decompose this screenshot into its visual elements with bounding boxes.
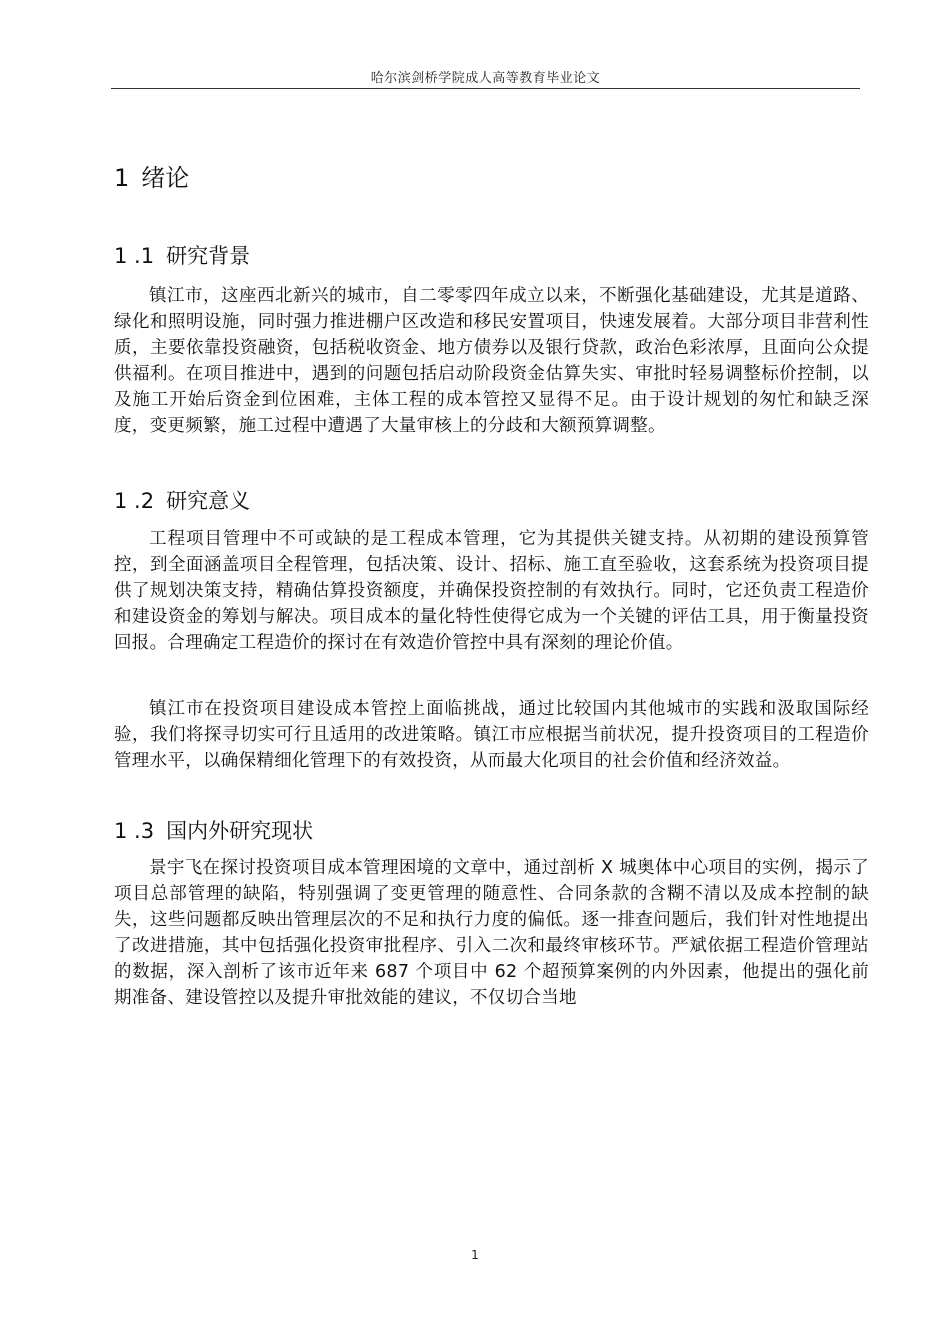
- section-heading-background: [114, 240, 250, 270]
- section-number: 1 .3: [114, 819, 155, 843]
- chapter-title: [114, 158, 189, 193]
- chapter-number: 1: [114, 164, 130, 192]
- section-number: 1 .1: [114, 244, 155, 268]
- page-number: 1: [471, 1248, 479, 1262]
- paragraph: 工程项目管理中不可或缺的是工程成本管理，它为其提供关键支持。从初期的建设预算管控，到全面涵盖项目全程管理，包括决策、设计、招标、施工直至验收，这套系统为投资项目提供了规划决策支持，精确估算投资额度，并确保投资控制的有效执行。同时，它还负责工程造价和建设资金的筹划与解决。项目成本的量化特性使得它成为一个关键的评估工具，用于衡量投资回报。合理确定工程造价的探讨在有效造价管控中具有深刻的理论价值。: [114, 529, 869, 653]
- section-title-text: 研究背景: [166, 244, 251, 268]
- running-header: 哈尔滨剑桥学院成人高等教育毕业论文: [370, 71, 601, 86]
- section-title-text: 研究意义: [166, 489, 251, 513]
- section-heading-literature: [114, 815, 313, 845]
- section-number: 1 .2: [114, 489, 155, 513]
- header-rule: [111, 88, 860, 89]
- paragraph: 景宇飞在探讨投资项目成本管理困境的文章中，通过剖析 X 城奥体中心项目的实例，揭示了项目总部管理的缺陷，特别强调了变更管理的随意性、合同条款的含糊不清以及成本控制的缺失，这些问题都反映出管理层次的不足和执行力度的偏低。逐一排查问题后，我们针对性地提出了改进措施，其中包括强化投资审批程序、引入二次和最终审核环节。严斌依据工程造价管理站的数据，深入剖析了该市近年来 687 个项目中 62 个超预算案例的内外因素，他提出的强化前期准备、建设管控以及提升审批效能的建议，不仅切合当地: [114, 858, 869, 1008]
- section-title-text: 国内外研究现状: [166, 819, 314, 843]
- paragraph: 镇江市在投资项目建设成本管控上面临挑战，通过比较国内其他城市的实践和汲取国际经验，我们将探寻切实可行且适用的改进策略。镇江市应根据当前状况，提升投资项目的工程造价管理水平，以确保精细化管理下的有效投资，从而最大化项目的社会价值和经济效益。: [114, 699, 869, 771]
- paragraph: 镇江市，这座西北新兴的城市，自二零零四年成立以来，不断强化基础建设，尤其是道路、绿化和照明设施，同时强力推进棚户区改造和移民安置项目，快速发展着。大部分项目非营利性质，主要依靠投资融资，包括税收资金、地方债券以及银行贷款，政治色彩浓厚，且面向公众提供福利。在项目推进中，遇到的问题包括启动阶段资金估算失实、审批时轻易调整标价控制，以及施工开始后资金到位困难，主体工程的成本管控又显得不足。由于设计规划的匆忙和缺乏深度，变更频繁，施工过程中遭遇了大量审核上的分歧和大额预算调整。: [114, 286, 869, 436]
- chapter-title-text: 绪论: [141, 164, 190, 192]
- section-heading-significance: [114, 485, 250, 515]
